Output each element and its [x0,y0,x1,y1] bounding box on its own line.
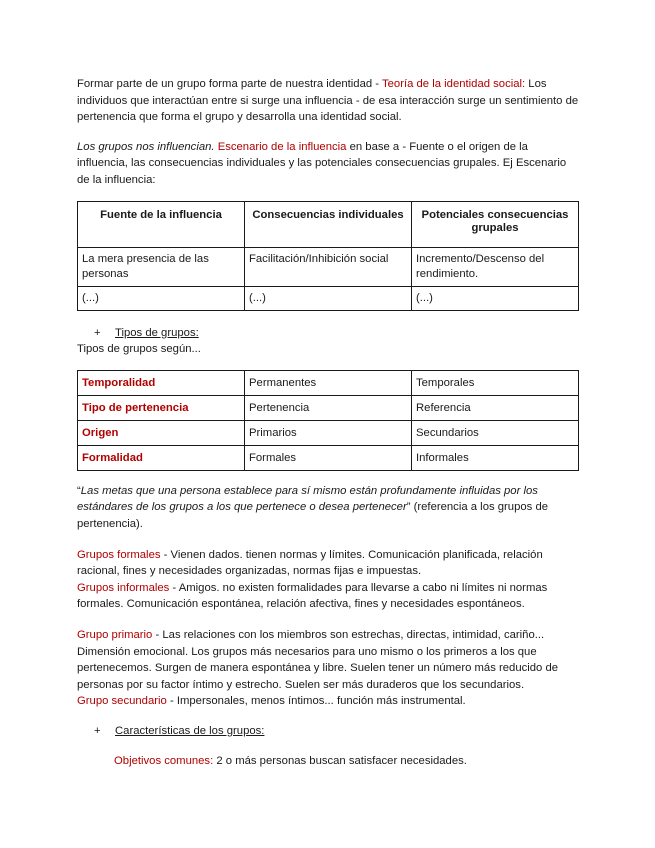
secondary-group-term: Grupo secundario [77,695,167,708]
group-types-table [77,370,579,471]
intro-paragraph [77,76,581,126]
table-cell: Facilitación/Inhibición social [245,247,412,286]
influence-table [77,201,579,311]
table-header: Potenciales consecuencias grupales [412,201,579,247]
table-cell: (...) [245,286,412,310]
table-header: Consecuencias individuales [245,201,412,247]
table-cell: La mera presencia de las personas [78,247,245,286]
types-heading: Tipos de grupos: [115,326,199,339]
close-quote: ” [406,501,411,514]
influence-scenario-term: Escenario de la influencia [217,140,347,153]
secondary-group-text: - Impersonales, menos íntimos... función más instrumental. [166,695,466,708]
table-row [78,395,579,420]
secondary-group-paragraph [77,693,581,710]
primary-group-term: Grupo primario [77,628,153,641]
row-header: Tipo de pertenencia [78,395,245,420]
influence-text: en base a - Fuente o el origen de la influencia, las consecuencias individuales y las potenciales consecuencias grupales. Ej Escenario de la influencia: [77,140,567,186]
characteristics-bullet [94,723,581,740]
informal-groups-term: Grupos informales [77,581,170,594]
table-header: Fuente de la influencia [78,201,245,247]
formal-groups-text: - Vienen dados. tienen normas y límites. Comunicación planificada, relación racional, fines y necesidades organizadas, normas fijas e impuestas. [77,548,543,578]
table-cell: Primarios [245,420,412,445]
intro-text-cont: Los individuos que interactúan entre si surge una influencia - de esa interacción surge un sentimiento de pertenencia que forma el grupo y desarrolla una identidad social. [77,78,579,124]
open-quote: “ [77,484,81,497]
table-cell: Formales [245,445,412,470]
influence-paragraph [77,139,581,189]
formal-groups-term: Grupos formales [77,548,161,561]
primary-group-text: - Las relaciones con los miembros son estrechas, directas, intimidad, cariño... Dimensión emocional. Los grupos más necesarios para uno mismo o los primeros a los que pertenecemos. Surgen de manera espontánea y libre. Suelen tener un número más reducido de personas por su factor íntimo y estrecho. Suelen ser más duraderos que los secundarios. [77,628,559,691]
formal-groups-paragraph [77,547,581,580]
informal-groups-paragraph [77,580,581,613]
primary-group-paragraph [77,627,581,693]
common-objectives-text: 2 o más personas buscan satisfacer necesidades. [213,755,467,768]
types-bullet [94,325,581,342]
table-row [78,247,579,286]
social-identity-theory-term: Teoría de la identidad social: [381,78,526,90]
table-row [78,370,579,395]
row-header: Origen [78,420,245,445]
document-page [77,76,581,770]
table-cell: (...) [412,286,579,310]
influence-italic: Los grupos nos influencian. [77,140,215,153]
table-row [78,445,579,470]
quote-italic: Las metas que una persona establece para sí mismo están profundamente influidas por los estándares de los grupos a los que pertenece o desea pertenecer [77,484,538,514]
table-cell: Permanentes [245,370,412,395]
table-cell: Referencia [412,395,579,420]
informal-groups-text: - Amigos. no existen formalidades para llevarse a cabo ni límites ni normas formales. Comunicación espontánea, relación afectiva, fines y necesidades espontáneos. [77,581,548,611]
plus-bullet-icon: + [94,326,101,339]
table-row [78,286,579,310]
table-cell: Pertenencia [245,395,412,420]
plus-bullet-icon: + [94,724,101,737]
quote-text: (referencia a los grupos de pertenencia). [77,501,549,530]
table-cell: Secundarios [412,420,579,445]
table-row [78,420,579,445]
intro-text: Formar parte de un grupo forma parte de nuestra identidad - [77,78,382,90]
table-cell: (...) [78,286,245,310]
table-cell: Incremento/Descenso del rendimiento. [412,247,579,286]
row-header: Temporalidad [78,370,245,395]
table-cell: Informales [412,445,579,470]
row-header: Formalidad [78,445,245,470]
characteristics-heading: Características de los grupos: [115,724,265,737]
common-objectives-paragraph [114,753,581,770]
table-cell: Temporales [412,370,579,395]
common-objectives-term: Objetivos comunes: [114,755,214,768]
quote-paragraph [77,483,581,533]
types-intro: Tipos de grupos según... [77,343,201,356]
